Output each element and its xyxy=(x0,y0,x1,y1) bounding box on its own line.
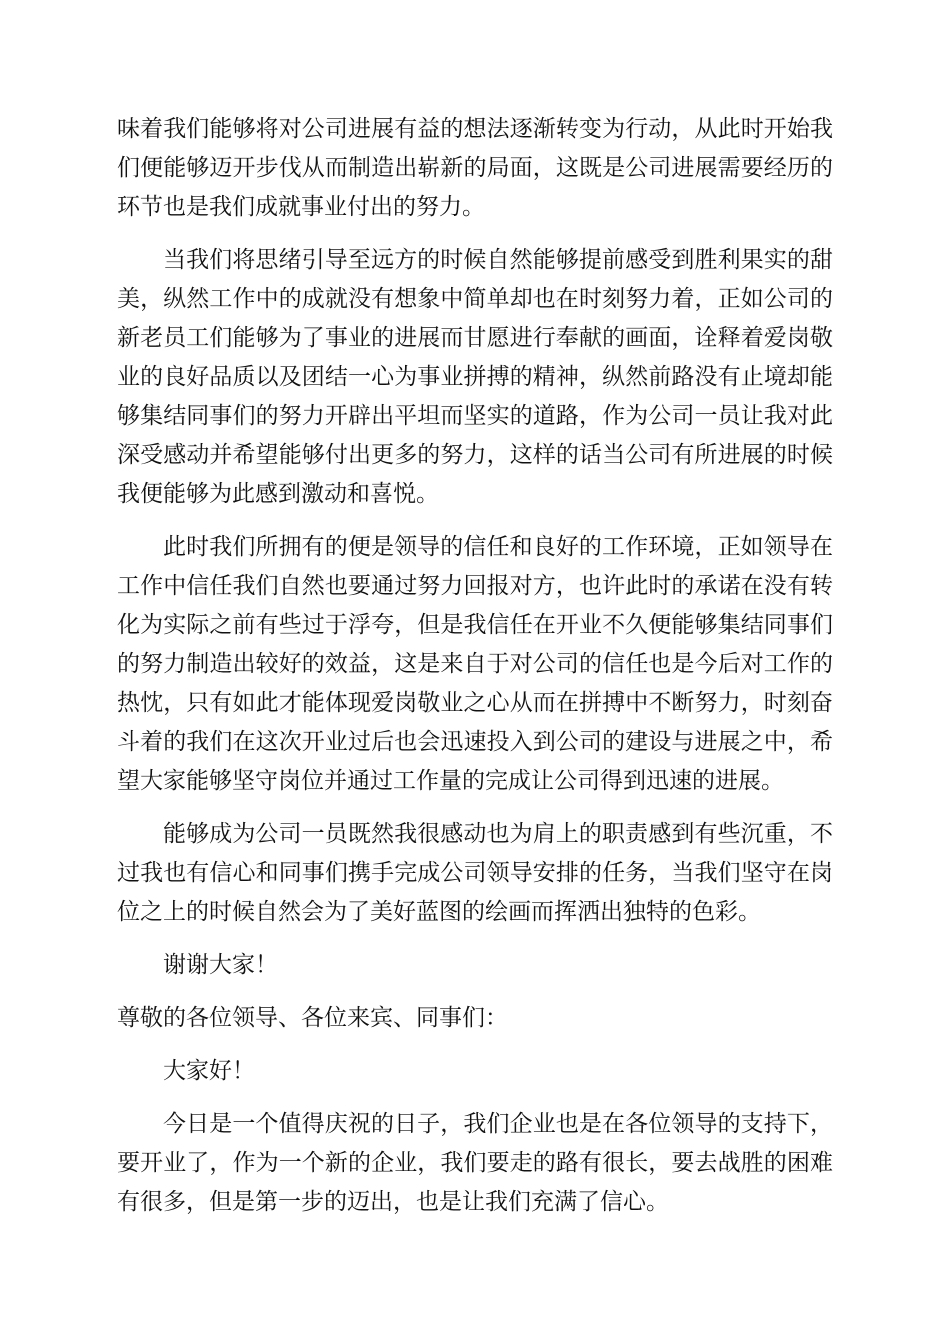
greeting: 大家好！ xyxy=(163,1058,255,1084)
paragraph: 今日是一个值得庆祝的日子，我们企业也是在各位领导的支持下，要开业了，作为一个新的企业，我们要走的路有很长，要去战胜的困难有很多，但是第一步的迈出，也是让我们充满了信心。 xyxy=(117,1111,833,1215)
paragraph-continuation: 味着我们能够将对公司进展有益的想法逐渐转变为行动，从此时开始我们便能够迈开步伐从而制造出崭新的局面，这既是公司进展需要经历的环节也是我们成就事业付出的努力。 xyxy=(117,116,833,220)
paragraph: 此时我们所拥有的便是领导的信任和良好的工作环境，正如领导在工作中信任我们自然也要通过努力回报对方，也许此时的承诺在没有转化为实际之前有些过于浮夸，但是我信任在开业不久便能够集结同事们的努力制造出较好的效益，这是来自于对公司的信任也是今后对工作的热忱，只有如此才能体现爱岗敬业之心从而在拼搏中不断努力，时刻奋斗着的我们在这次开业过后也会迅速投入到公司的建设与进展之中，希望大家能够坚守岗位并通过工作量的完成让公司得到迅速的进展。 xyxy=(117,534,833,794)
paragraph: 能够成为公司一员既然我很感动也为肩上的职责感到有些沉重，不过我也有信心和同事们携手完成公司领导安排的任务，当我们坚守在岗位之上的时候自然会为了美好蓝图的绘画而挥洒出独特的色彩。 xyxy=(117,821,833,925)
document-body xyxy=(117,110,833,1236)
paragraph: 当我们将思绪引导至远方的时候自然能够提前感受到胜利果实的甜美，纵然工作中的成就没有想象中简单却也在时刻努力着，正如公司的新老员工们能够为了事业的进展而甘愿进行奉献的画面，诠释着爱岗敬业的良好品质以及团结一心为事业拼搏的精神，纵然前路没有止境却能够集结同事们的努力开辟出平坦而坚实的道路，作为公司一员让我对此深受感动并希望能够付出更多的努力，这样的话当公司有所进展的时候我便能够为此感到激动和喜悦。 xyxy=(117,247,833,507)
closing-thanks: 谢谢大家！ xyxy=(163,952,278,978)
salutation: 尊敬的各位领导、各位来宾、同事们： xyxy=(117,1005,508,1031)
